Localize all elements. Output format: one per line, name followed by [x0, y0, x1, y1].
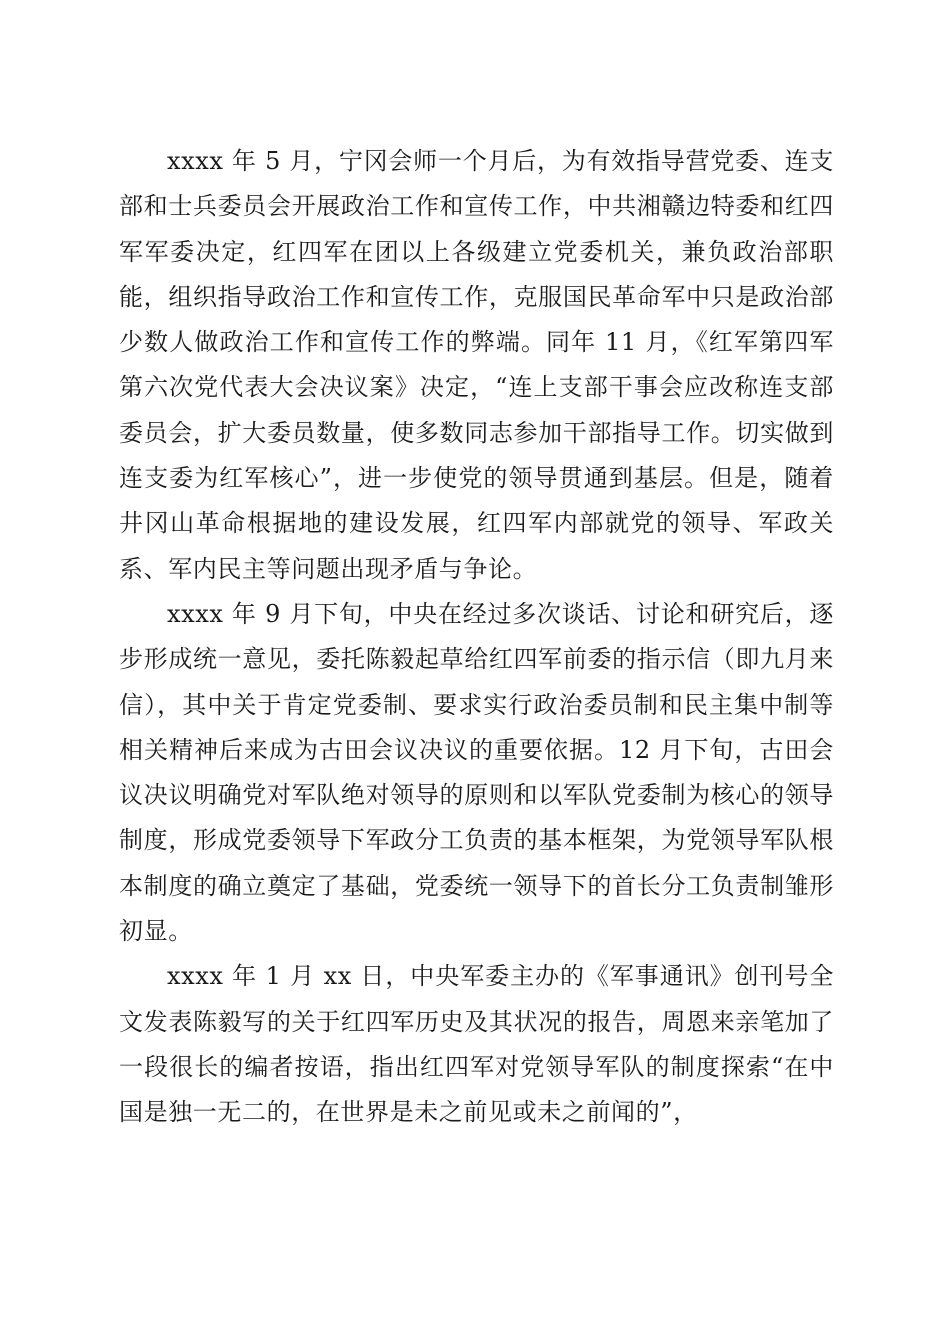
document-body	[119, 139, 834, 1136]
paragraph-2: xxxx 年 9 月下旬，中央在经过多次谈话、讨论和研究后，逐步形成统一意见，委托陈毅起草给红四军前委的指示信（即九月来信），其中关于肯定党委制、要求实行政治委员制和民主集中制等相关精神后来成为古田会议决议的重要依据。12 月下旬，古田会议决议明确党对军队绝对领导的原则和以军队党委制为核心的领导制度，形成党委领导下军政分工负责的基本框架，为党领导军队根本制度的确立奠定了基础，党委统一领导下的首长分工负责制雏形初显。	[119, 599, 834, 946]
paragraph-3: xxxx 年 1 月 xx 日，中央军委主办的《军事通讯》创刊号全文发表陈毅写的关于红四军历史及其状况的报告，周恩来亲笔加了一段很长的编者按语，指出红四军对党领导军队的制度探索“在中国是独一无二的，在世界是未之前见或未之前闻的”，	[119, 962, 834, 1127]
paragraph-1: xxxx 年 5 月，宁冈会师一个月后，为有效指导营党委、连支部和士兵委员会开展政治工作和宣传工作，中共湘赣边特委和红四军军委决定，红四军在团以上各级建立党委机关，兼负政治部职能，组织指导政治工作和宣传工作，克服国民革命军中只是政治部少数人做政治工作和宣传工作的弊端。同年 11 月，《红军第四军第六次党代表大会决议案》决定，“连上支部干事会应改称连支部委员会，扩大委员数量，使多数同志参加干部指导工作。切实做到连支委为红军核心”，进一步使党的领导贯通到基层。但是，随着井冈山革命根据地的建设发展，红四军内部就党的领导、军政关系、军内民主等问题出现矛盾与争论。	[119, 147, 834, 583]
